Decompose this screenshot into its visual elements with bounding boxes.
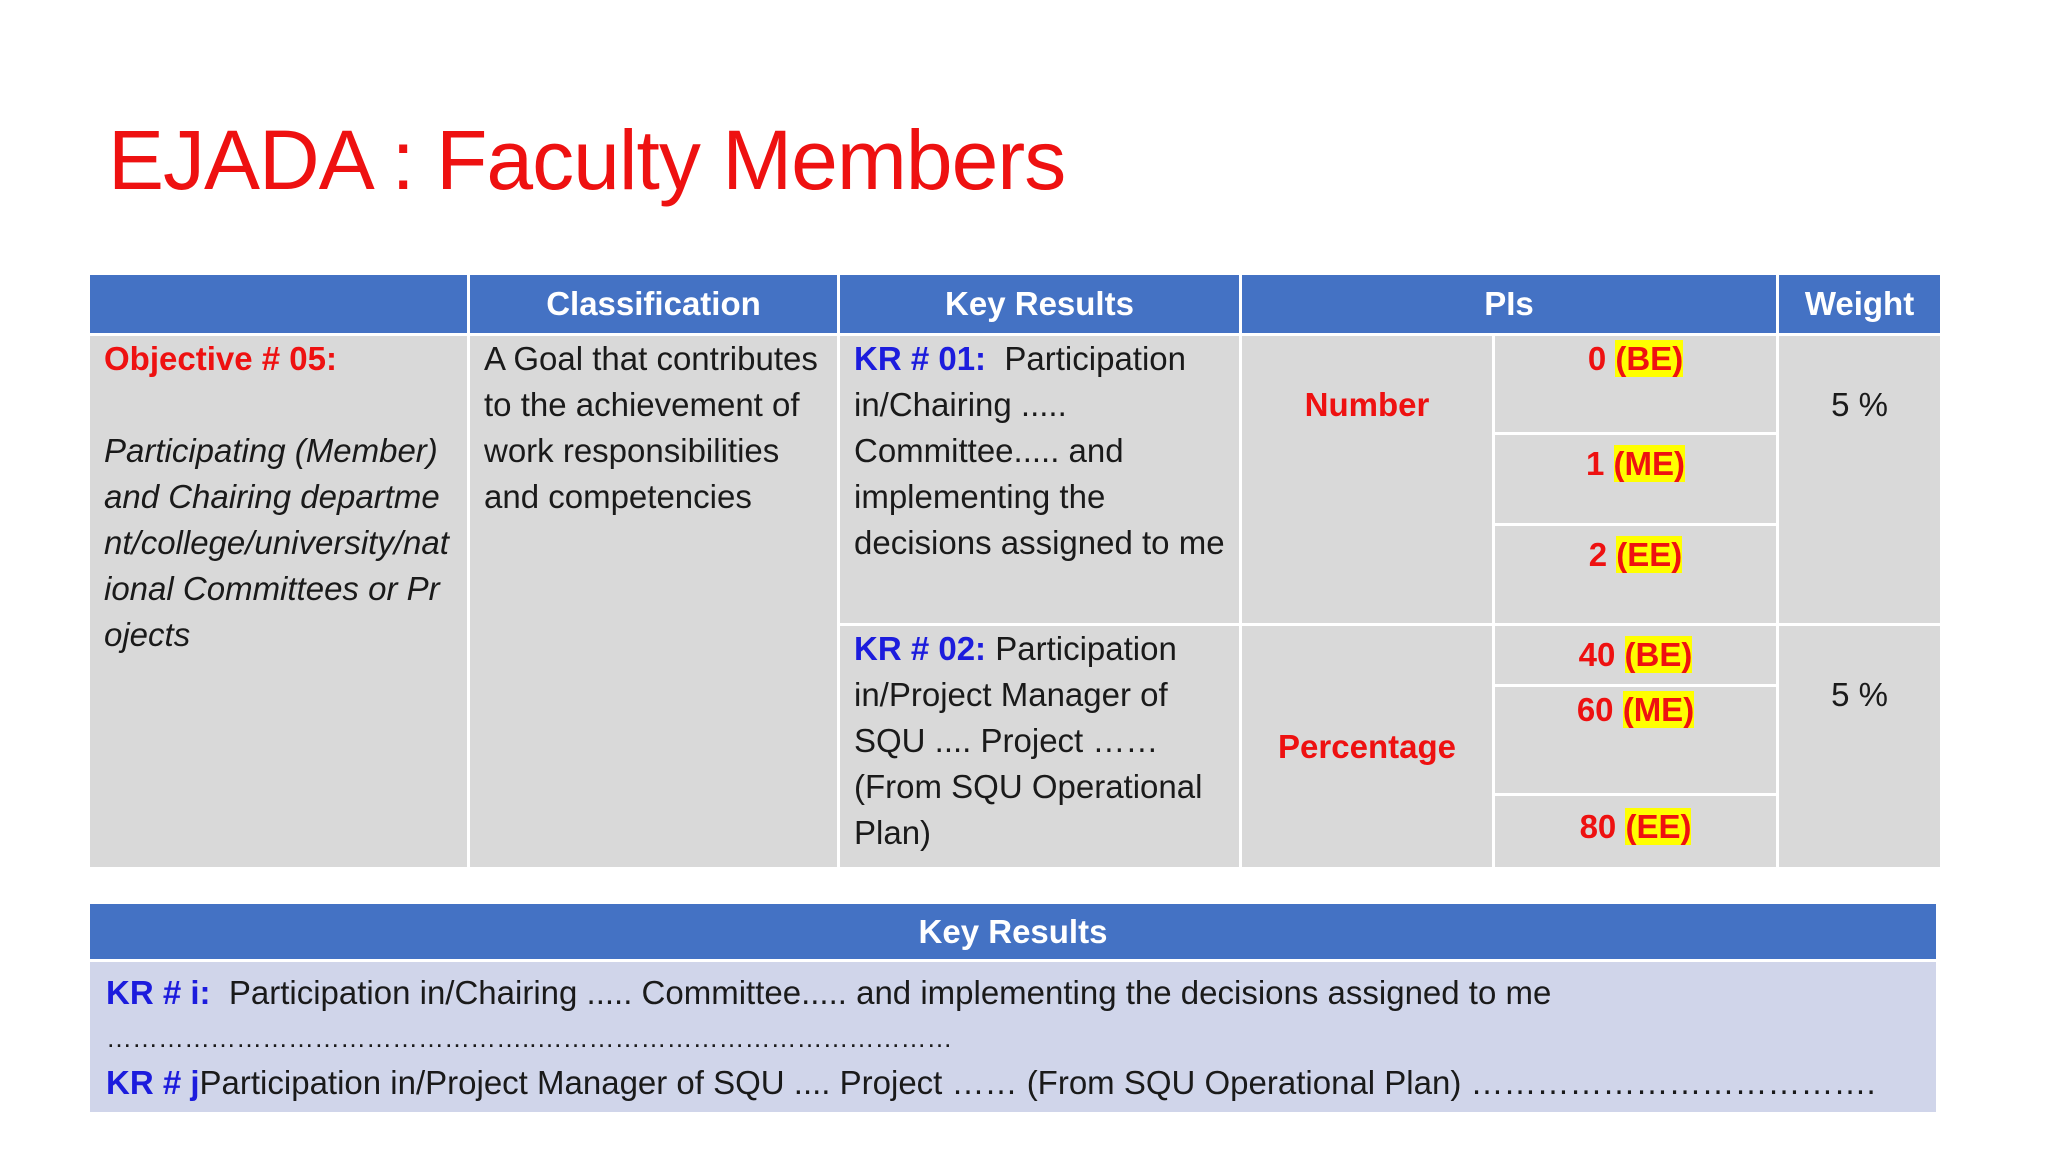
- kr1-weight-cell: [1779, 336, 1940, 626]
- classification-text: A Goal that contributes to the achievement of work responsibilities and competencies: [484, 340, 818, 515]
- header-weight: Weight: [1779, 275, 1940, 336]
- header-blank: [90, 275, 470, 336]
- level-value: 80: [1579, 808, 1617, 845]
- kr-box-body-row: [90, 962, 1936, 1112]
- level-code: (ME): [1622, 691, 1695, 728]
- level-code: (EE): [1616, 536, 1683, 573]
- kr2-text: Participation in/Project Manager of SQU .... Project …… (From SQU Operational Plan): [854, 630, 1203, 851]
- level-code: (EE): [1625, 808, 1692, 845]
- kr1-text: Participation in/Chairing ..... Committee..... and implementing the decisions assigned to me: [854, 340, 1225, 561]
- level-code: (BE): [1624, 636, 1693, 673]
- table-row: [90, 336, 1940, 435]
- header-classification: Classification: [470, 275, 840, 336]
- objective-text: Participating (Member) and Chairing department/college/university/national Committees or Projects: [104, 432, 449, 653]
- level-value: 2: [1588, 536, 1608, 573]
- kr1-level-ee: [1495, 526, 1779, 626]
- level-value: 1: [1586, 445, 1605, 482]
- objectives-table: [90, 275, 1940, 870]
- kr1-cell: [840, 336, 1242, 626]
- kr2-weight: 5 %: [1831, 676, 1888, 713]
- kr1-weight: 5 %: [1831, 386, 1888, 423]
- table-header-row: [90, 275, 1940, 336]
- kr-j-label: KR # j: [106, 1064, 200, 1101]
- level-code: (ME): [1613, 445, 1686, 482]
- kr-i-label: KR # i:: [106, 974, 211, 1011]
- kr-box-header-row: [90, 904, 1936, 962]
- level-value: 0: [1587, 340, 1607, 377]
- kr2-level-be: [1495, 626, 1779, 687]
- kr2-weight-cell: [1779, 626, 1940, 870]
- kr2-level-ee: [1495, 796, 1779, 870]
- header-pis: PIs: [1242, 275, 1779, 336]
- level-value: 40: [1578, 636, 1616, 673]
- kr2-pi-type-cell: [1242, 626, 1495, 870]
- kr-j-text: Participation in/Project Manager of SQU .... Project …… (From SQU Operational Plan) ……………………………….: [199, 1064, 1876, 1101]
- kr-dots-line: …………………………………………..…………………………………………: [106, 1023, 953, 1053]
- classification-cell: [470, 336, 840, 870]
- kr1-pi-type: Number: [1304, 386, 1430, 423]
- kr1-pi-type-cell: [1242, 336, 1495, 626]
- level-code: (BE): [1615, 340, 1684, 377]
- objective-label: Objective # 05:: [104, 340, 337, 377]
- kr1-level-be: [1495, 336, 1779, 435]
- key-results-box: [90, 904, 1936, 1112]
- kr1-label: KR # 01:: [854, 340, 987, 377]
- level-value: 60: [1576, 691, 1614, 728]
- kr-box-header: Key Results: [90, 904, 1936, 962]
- kr2-level-me: [1495, 687, 1779, 796]
- kr2-pi-type: Percentage: [1278, 727, 1456, 765]
- kr1-level-me: [1495, 435, 1779, 526]
- objective-cell: [90, 336, 470, 870]
- kr-i-line: [106, 970, 1920, 1016]
- kr2-cell: [840, 626, 1242, 870]
- kr-j-line: [106, 1060, 1920, 1106]
- kr-i-text: Participation in/Chairing ..... Committee..... and implementing the decisions assigned to me: [228, 974, 1552, 1011]
- header-key-results: Key Results: [840, 275, 1242, 336]
- kr2-label: KR # 02:: [854, 630, 987, 667]
- kr-box-body: [90, 962, 1936, 1112]
- slide-title: EJADA : Faculty Members: [108, 113, 1066, 207]
